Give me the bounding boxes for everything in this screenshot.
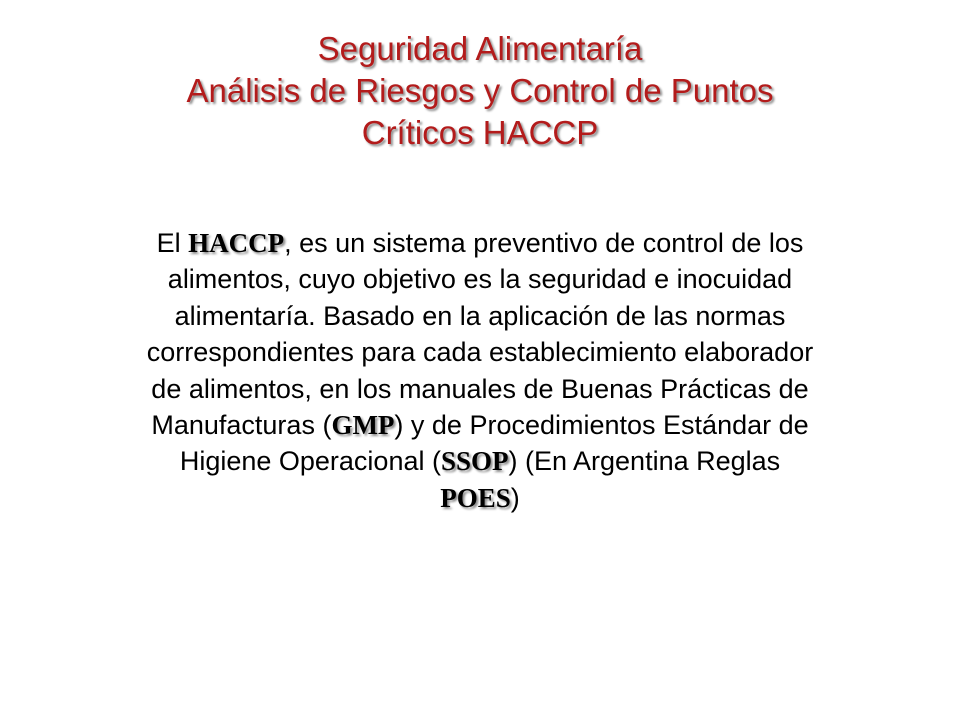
slide-title (0, 28, 960, 154)
title-line-3: Críticos HACCP (361, 114, 599, 151)
title-line-1: Seguridad Alimentaría (317, 30, 643, 67)
body-text-1: El (156, 228, 189, 258)
acronym-ssop: SSOP (440, 446, 509, 477)
body-text-3: ) y de Procedimientos Estándar de Higiene Operacional ( (179, 410, 809, 477)
acronym-poes: POES (440, 482, 511, 513)
acronym-haccp: HACCP (188, 228, 285, 258)
title-line-2: Análisis de Riesgos y Control de Puntos (186, 72, 774, 109)
acronym-gmp: GMP (331, 410, 395, 441)
body-text-5: ) (510, 482, 520, 513)
body-text-2: , es un sistema preventivo de control de los alimentos, cuyo objetivo es la seguridad e inocuidad alimentaría. Basado en la aplicación de las normas correspondientes para cada establecimiento elaborador de alimentos, en los manuales de Buenas Prácticas de Manufacturas ( (146, 228, 814, 441)
body-text-4: ) (En Argentina Reglas (508, 446, 781, 477)
body-paragraph (140, 225, 820, 516)
